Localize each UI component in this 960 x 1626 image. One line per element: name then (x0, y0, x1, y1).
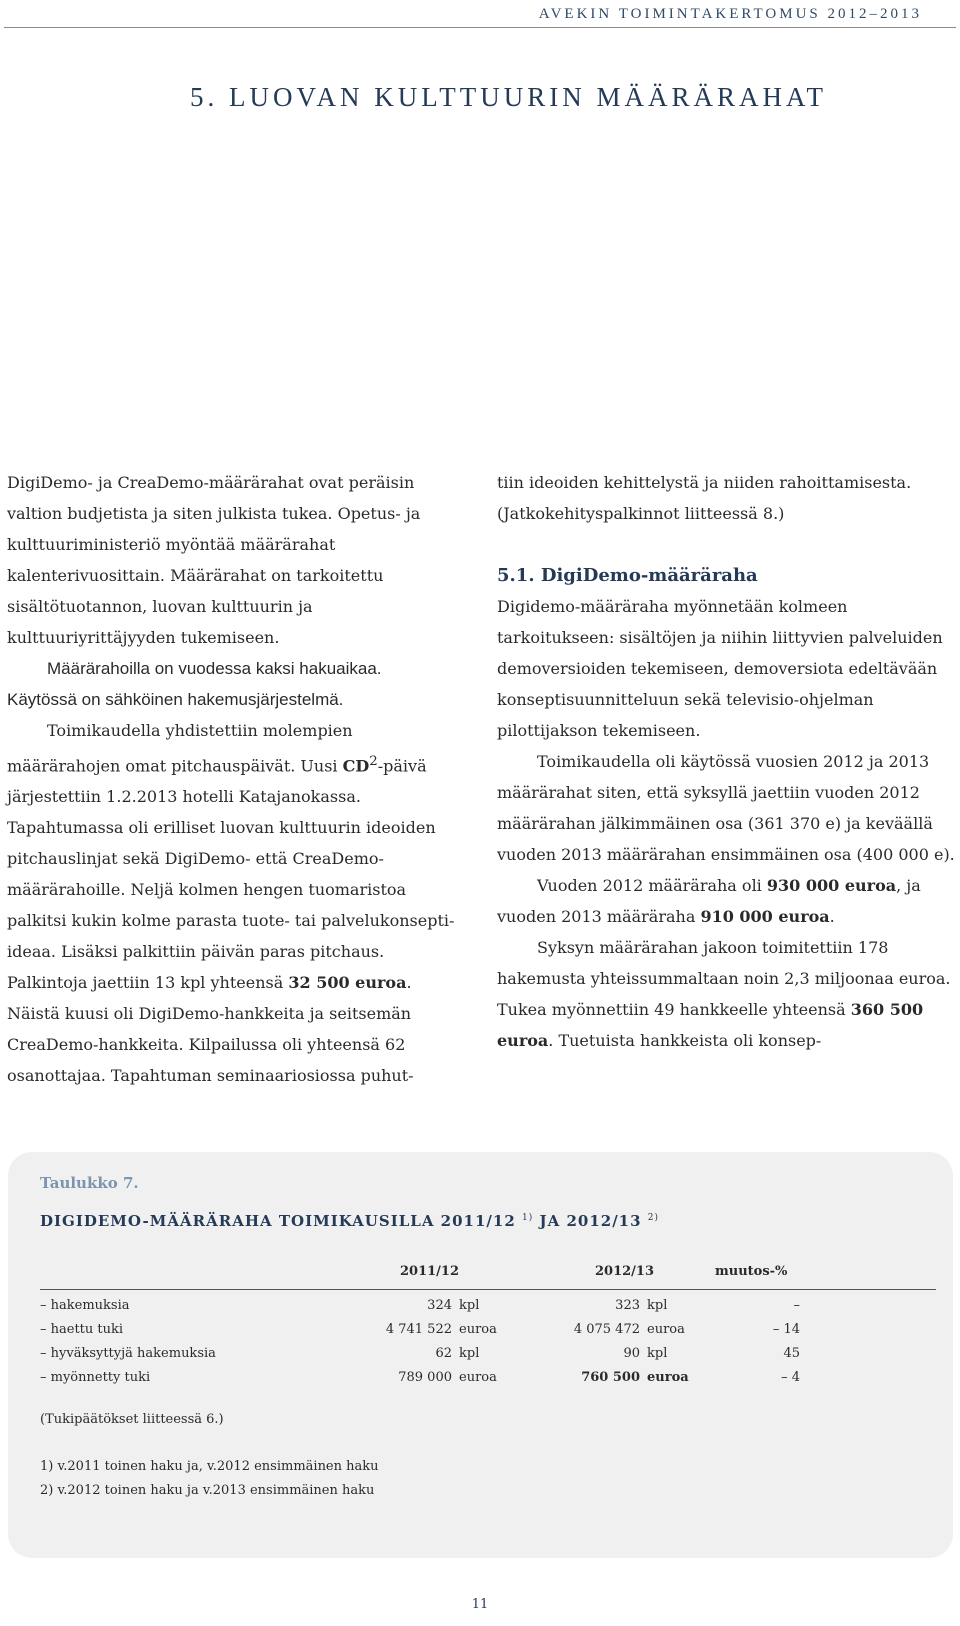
change-percent: 45 (783, 1346, 800, 1361)
title-text: DIGIDEMO-MÄÄRÄRAHA TOIMIKAUSILLA 2011/12 (40, 1212, 516, 1230)
prize-total: 32 500 euroa (288, 973, 407, 993)
unit-2012-13: euroa (647, 1370, 689, 1385)
text-run: . (829, 907, 835, 926)
chapter-title: 5. LUOVAN KULTTUURIN MÄÄRÄRAHAT (190, 82, 828, 112)
value-2011-12: 789 000 (398, 1370, 452, 1385)
table-title (40, 1212, 659, 1230)
header-rule (4, 27, 956, 28)
change-percent: – (793, 1298, 800, 1313)
table-row (40, 1298, 800, 1320)
left-column (7, 467, 455, 1091)
table-header-rule (40, 1289, 936, 1290)
granted-total: 360 500 euroa (497, 1000, 924, 1050)
unit-2012-13: kpl (647, 1298, 668, 1313)
table-panel (8, 1152, 953, 1558)
amount-2012: 930 000 euroa (766, 876, 897, 895)
value-2011-12: 4 741 522 (385, 1322, 452, 1337)
cd-superscript: 2 (369, 754, 378, 769)
section-heading: 5.1. DigiDemo-määräraha (497, 565, 758, 586)
right-paragraph-2: Digidemo-määräraha myönnetään kolmeen tarkoitukseen: sisältöjen ja niihin liittyvien palveluiden demoversioiden tekemiseen, demoversiota edeltävään konseptisuunnitteluun sekä televisio-ohjelman pilottijakson tekemiseen. (497, 597, 943, 740)
value-2011-12: 62 (435, 1346, 452, 1361)
footnote-1: 1) v.2011 toinen haku ja, v.2012 ensimmäinen haku (40, 1459, 379, 1474)
change-percent: – 14 (772, 1322, 800, 1337)
unit-2011-12: euroa (459, 1322, 497, 1337)
unit-2012-13: euroa (647, 1322, 685, 1337)
text-run: . Tuetuista hankkeista oli konsep- (548, 1031, 822, 1050)
value-2012-13: 760 500 (581, 1370, 640, 1385)
left-paragraph-3 (7, 715, 455, 1091)
running-head: AVEKIN TOIMINTAKERTOMUS 2012–2013 (538, 6, 922, 22)
text-run: Toimikaudella yhdistettiin molempien määrärahojen omat pitchauspäivät. Uusi (7, 721, 353, 776)
right-paragraph-3: Toimikaudella oli käytössä vuosien 2012 ja 2013 määrärahat siten, että syksyllä jaettiin vuoden 2012 määrärahan jälkimmäinen osa (361 370 e) ja keväällä vuoden 2013 määrärahan ensimmäinen osa (400 000 e). (497, 752, 955, 864)
value-2011-12: 324 (427, 1298, 452, 1313)
title-footnote-1: 1) (522, 1213, 534, 1223)
table-row (40, 1322, 800, 1344)
value-2012-13: 323 (615, 1298, 640, 1313)
table-header (40, 1264, 800, 1286)
title-text: JA 2012/13 (533, 1212, 648, 1230)
text-run: Vuoden 2012 määräraha oli (537, 876, 767, 895)
row-label: – hakemuksia (40, 1298, 130, 1313)
page-number: 11 (471, 1597, 489, 1612)
title-footnote-2: 2) (647, 1213, 660, 1223)
column-header-2011-12: 2011/12 (400, 1264, 460, 1279)
unit-2011-12: kpl (459, 1298, 480, 1313)
cd-mark: CD (342, 756, 370, 776)
row-label: – myönnetty tuki (40, 1370, 151, 1385)
table-note: (Tukipäätökset liitteessä 6.) (40, 1412, 224, 1427)
table-row (40, 1346, 800, 1368)
footnote-2: 2) v.2012 toinen haku ja v.2013 ensimmäinen haku (40, 1483, 375, 1498)
row-label: – hyväksyttyjä hakemuksia (40, 1346, 216, 1361)
right-paragraph-5 (497, 932, 957, 1056)
paragraph-gap (497, 529, 957, 560)
left-paragraph-2: Määrärahoilla on vuodessa kaksi hakuaikaa. Käytössä on sähköinen hakemusjärjestelmä. (7, 659, 382, 709)
right-paragraph-4 (497, 870, 957, 932)
unit-2012-13: kpl (647, 1346, 668, 1361)
value-2012-13: 4 075 472 (573, 1322, 640, 1337)
change-percent: – 4 (781, 1370, 800, 1385)
right-paragraph-1: tiin ideoiden kehittelystä ja niiden rahoittamisesta. (Jatkokehityspalkinnot liitteessä 8.) (497, 473, 912, 523)
text-run: -päivä järjestettiin 1.2.2013 hotelli Katajanokassa. Tapahtumassa oli erilliset luovan kulttuurin ideoiden pitchauslinjat sekä DigiDemo- että CreaDemo-määrärahoille. Neljä kolmen hengen tuomaristoa palkitsi kukin kolme parasta tuote- tai palvelukonsepti-ideaa. Lisäksi palkittiin päivän paras pitchaus. Palkintoja jaettiin 13 kpl yhteensä (7, 756, 455, 993)
row-label: – haettu tuki (40, 1322, 124, 1337)
table-row (40, 1370, 800, 1392)
table-label: Taulukko 7. (40, 1174, 139, 1192)
unit-2011-12: euroa (459, 1370, 497, 1385)
text-run: Syksyn määrärahan jakoon toimitettiin 178 hakemusta yhteissummaltaan noin 2,3 miljoonaa euroa. Tukea myönnettiin 49 hankkeelle yhteensä (497, 938, 951, 1019)
column-header-change: muutos-% (715, 1264, 788, 1279)
text-run: . Näistä kuusi oli DigiDemo-hankkeita ja seitsemän CreaDemo-hankkeita. Kilpailussa oli yhteensä 62 osanottajaa. Tapahtuman seminaariosiossa puhut- (7, 973, 414, 1086)
column-header-2012-13: 2012/13 (595, 1264, 655, 1279)
left-paragraph-1: DigiDemo- ja CreaDemo-määrärahat ovat peräisin valtion budjetista ja siten julkista tukea. Opetus- ja kulttuuriministeriö myöntää määrärahat kalenterivuosittain. Määrärahat on tarkoitettu sisältötuotannon, luovan kulttuurin ja kulttuuriyrittäjyyden tukemiseen. (7, 473, 421, 647)
value-2012-13: 90 (623, 1346, 640, 1361)
right-column (497, 467, 957, 1056)
amount-2013: 910 000 euroa (700, 907, 830, 926)
text-run: , ja vuoden 2013 määräraha (497, 876, 921, 926)
unit-2011-12: kpl (459, 1346, 480, 1361)
